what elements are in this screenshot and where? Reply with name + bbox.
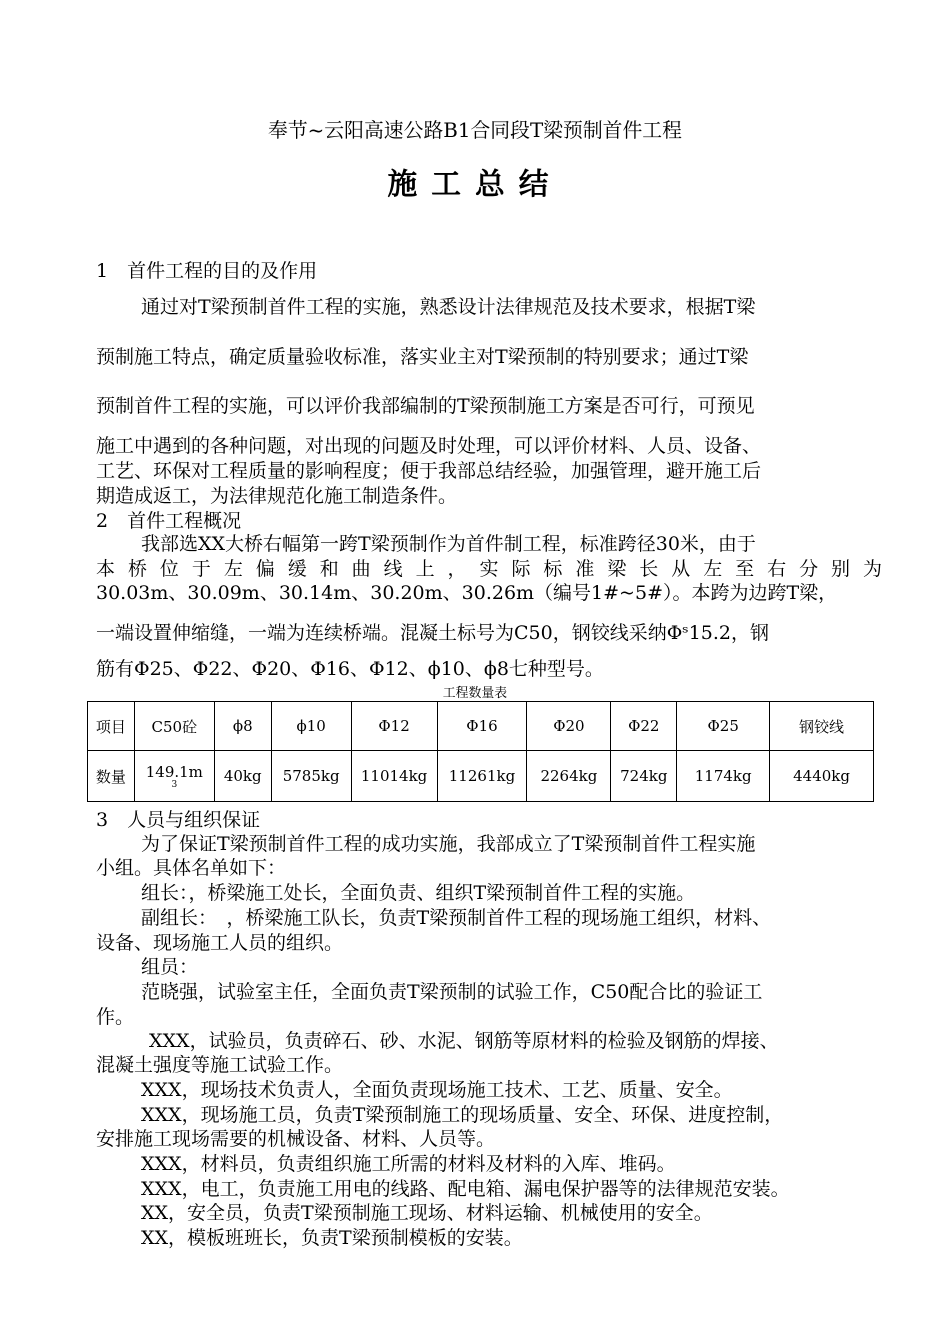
section-1-line: 施工中遇到的各种问题，对出现的问题及时处理，可以评价材料、人员、设备、: [96, 435, 762, 457]
table-header-cell: ϕ8: [214, 702, 271, 751]
table-cell-c50-unit-superscript: 3: [171, 779, 178, 790]
table-cell-c50: [134, 751, 214, 802]
section-2-line: 我部选XX大桥右幅第一跨T梁预制作为首件制工程，标准跨径30米，由于: [141, 533, 756, 555]
table-header-cell: 项目: [88, 702, 135, 751]
table-header-cell: Φ16: [437, 702, 527, 751]
document-subtitle: 奉节~云阳高速公路B1合同段T梁预制首件工程: [268, 119, 682, 142]
section-3-line: 范晓强，试验室主任，全面负责T梁预制的试验工作，C50配合比的验证工: [141, 981, 763, 1003]
section-3-line: XX，安全员，负责T梁预制施工现场、材料运输、机械使用的安全。: [141, 1202, 713, 1224]
section-3-line: XXX，试验员，负责碎石、砂、水泥、钢筋等原材料的检验及钢筋的焊接、: [149, 1030, 779, 1052]
section-3-line: 混凝土强度等施工试验工作。: [96, 1054, 344, 1076]
section-3-line: XXX，现场技术负责人，全面负责现场施工技术、工艺、质量、安全。: [141, 1079, 733, 1101]
section-3-heading: 3 人员与组织保证: [96, 809, 261, 831]
table-cell: 5785kg: [271, 751, 351, 802]
table-row: [88, 751, 874, 802]
section-2-line: 本桥位于左偏缓和曲线上，实际标准梁长从左至右分别为: [96, 558, 882, 580]
section-3-line: XXX，电工，负责施工用电的线路、配电箱、漏电保护器等的法律规范安装。: [141, 1178, 790, 1200]
table-header-row: [88, 702, 874, 751]
section-3-line: 组员：: [141, 956, 199, 978]
section-2-line: 筋有Φ25、Φ22、Φ20、Φ16、Φ12、ϕ10、ϕ8七种型号。: [96, 658, 604, 680]
table-header-cell: 钢铰线: [770, 702, 874, 751]
section-1-line: 预制首件工程的实施，可以评价我部编制的T梁预制施工方案是否可行，可预见: [96, 395, 755, 417]
section-3-line: 组长：，桥梁施工处长，全面负责、组织T梁预制首件工程的实施。: [141, 882, 696, 904]
table-cell: 11014kg: [351, 751, 437, 802]
table-cell: 1174kg: [677, 751, 770, 802]
section-3-line: 作。: [96, 1006, 135, 1028]
section-3-line: XX，模板班班长，负责T梁预制模板的安装。: [141, 1227, 523, 1249]
table-header-cell: Φ22: [611, 702, 677, 751]
section-3-line: 为了保证T梁预制首件工程的成功实施，我部成立了T梁预制首件工程实施: [141, 833, 756, 855]
table-header-cell: Φ20: [527, 702, 611, 751]
section-3-line: 安排施工现场需要的机械设备、材料、人员等。: [96, 1128, 496, 1150]
table-caption: 工程数量表: [442, 686, 508, 701]
section-1-line: 通过对T梁预制首件工程的实施，熟悉设计法律规范及技术要求，根据T梁: [141, 296, 756, 318]
table-cell: 11261kg: [437, 751, 527, 802]
section-1-line: 工艺、环保对工程质量的影响程度；便于我部总结经验，加强管理，避开施工后: [96, 460, 762, 482]
table-header-cell: ϕ10: [271, 702, 351, 751]
table-header-cell: Φ12: [351, 702, 437, 751]
section-3-line: XXX，材料员，负责组织施工所需的材料及材料的入库、堆码。: [141, 1153, 676, 1175]
table-header-cell: C50砼: [134, 702, 214, 751]
table-cell: 40kg: [214, 751, 271, 802]
table-cell: 4440kg: [770, 751, 874, 802]
section-3-line: 设备、现场施工人员的组织。: [96, 932, 344, 954]
table-cell-c50-value: 149.1m: [145, 762, 203, 781]
section-1-line: 预制施工特点，确定质量验收标准，落实业主对T梁预制的特别要求；通过T梁: [96, 346, 749, 368]
section-3-line: 小组。具体名单如下：: [96, 857, 287, 879]
section-2-line: 30.03m、30.09m、30.14m、30.20m、30.26m（编号1#~5#）。本跨为边跨T梁，: [96, 582, 838, 604]
table-cell: 2264kg: [527, 751, 611, 802]
section-2-heading: 2 首件工程概况: [96, 510, 242, 532]
section-1-line: 期造成返工，为法律规范化施工制造条件。: [96, 485, 458, 507]
document-title: 施工总结: [387, 167, 563, 202]
section-2-line: 一端设置伸缩缝，一端为连续桥端。混凝土标号为C50，钢铰线采纳Φˢ15.2，钢: [96, 622, 769, 644]
section-3-line: XXX，现场施工员，负责T梁预制施工的现场质量、安全、环保、进度控制，: [141, 1104, 784, 1126]
table-row-label: 数量: [88, 751, 135, 802]
quantity-table: [87, 701, 874, 802]
section-1-heading: 1 首件工程的目的及作用: [96, 260, 318, 282]
table-header-cell: Φ25: [677, 702, 770, 751]
table-cell: 724kg: [611, 751, 677, 802]
section-3-line: 副组长： ，桥梁施工队长，负责T梁预制首件工程的现场施工组织，材料、: [141, 907, 772, 929]
